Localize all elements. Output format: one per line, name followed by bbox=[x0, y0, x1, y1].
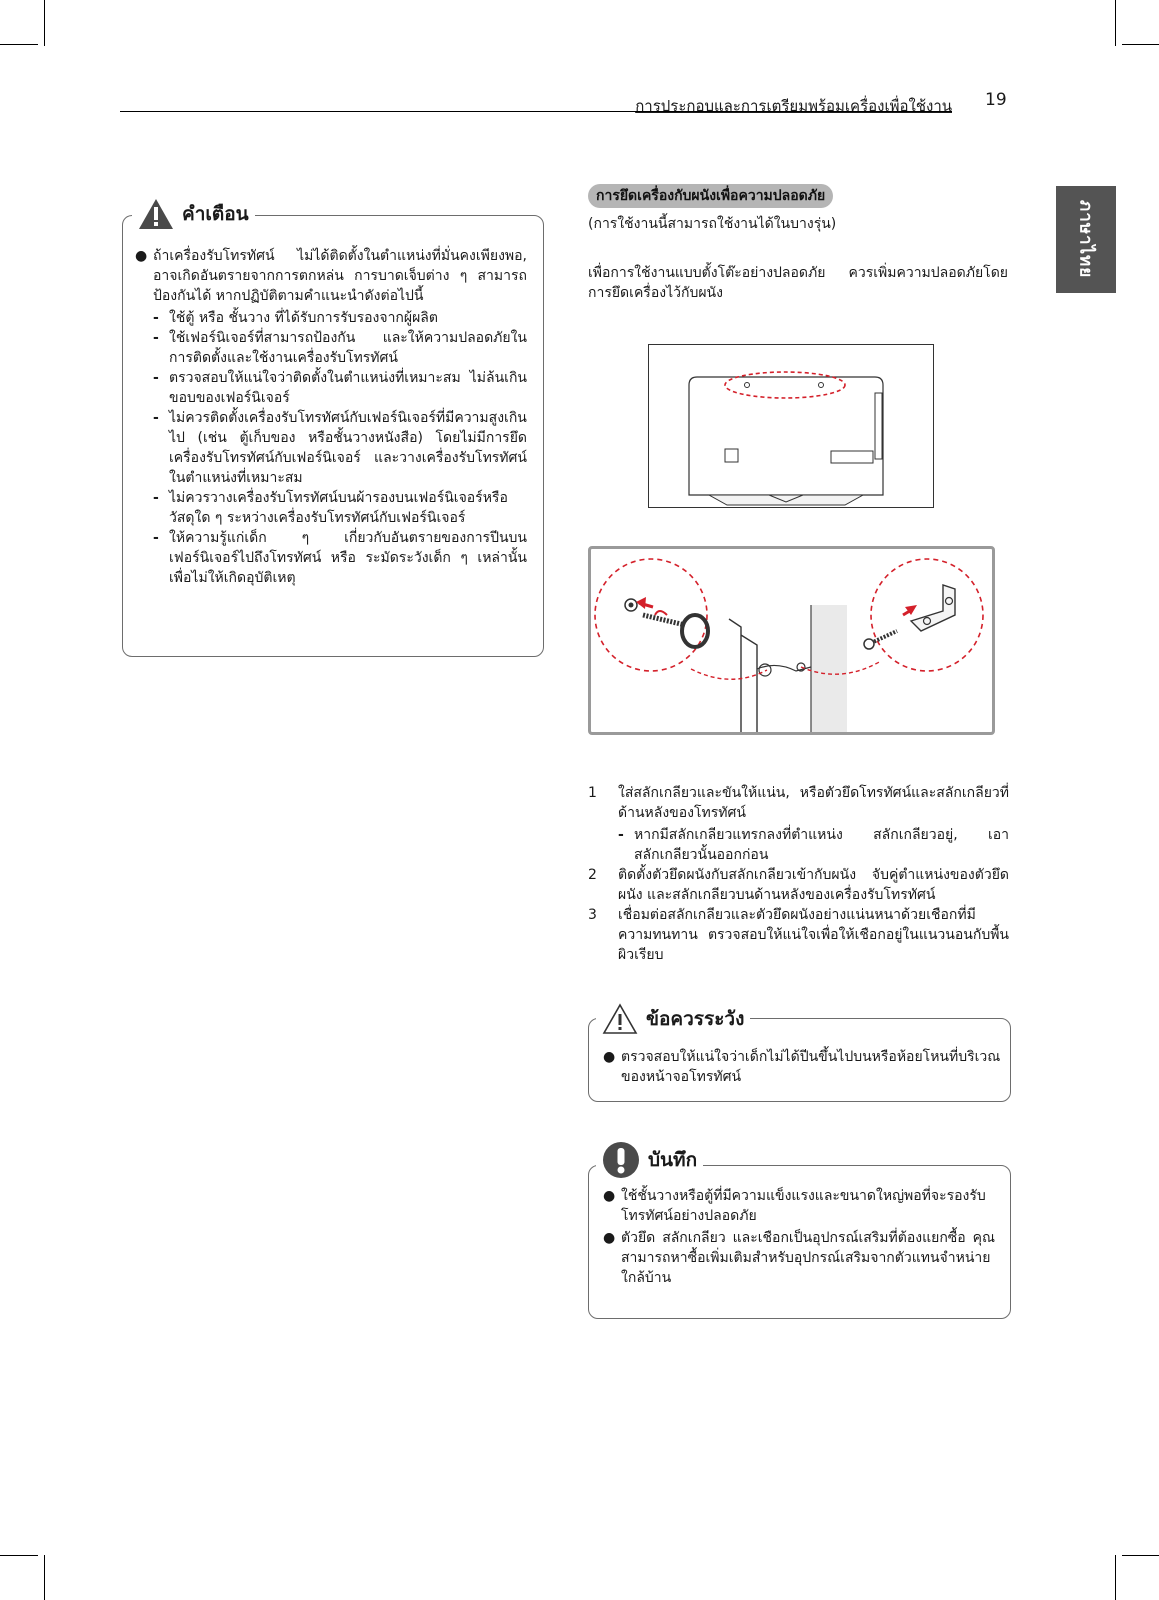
tv-back-illustration bbox=[649, 345, 933, 507]
section-note: (การใช้งานนี้สามารถใช้งานได้ในบางรุ่น) bbox=[588, 216, 837, 232]
step-sub-item: - หากมีสลักเกลียวแทรกลงที่ตำแหน่ง สลักเกลียวอยู่, เอาสลักเกลียวนั้นออกก่อน bbox=[618, 827, 1009, 863]
crop-mark bbox=[1115, 1555, 1116, 1600]
step-number: 3 bbox=[588, 907, 597, 923]
step-number: 1 bbox=[588, 785, 597, 801]
crop-mark bbox=[1122, 44, 1159, 45]
list-item: - ไม่ควรวางเครื่องรับโทรทัศน์บนผ้ารองบนเฟอร์นิเจอร์หรือวัสดุใด ๆ ระหว่างเครื่องรับโทรทัศน์กับเฟอร์นิเจอร์ bbox=[153, 490, 508, 526]
bullet-dot: ● bbox=[135, 248, 148, 264]
language-tab-label: ภาษาไทย bbox=[1075, 200, 1096, 279]
warning-sub-list bbox=[135, 308, 527, 588]
exclamation-circle-icon bbox=[602, 1141, 640, 1179]
list-item: - ตรวจสอบให้แน่ใจว่าติดตั้งในตำแหน่งที่เหมาะสม ไม่ล้นเกินขอบของเฟอร์นิเจอร์ bbox=[153, 370, 527, 406]
caution-title: ข้อควรระวัง bbox=[646, 1008, 745, 1030]
section-heading: การยึดเครื่องกับผนังเพื่อความปลอดภัย bbox=[588, 184, 833, 208]
warning-triangle-filled-icon bbox=[138, 198, 174, 230]
crop-mark bbox=[44, 1555, 45, 1600]
step-item bbox=[588, 905, 1009, 965]
warning-header bbox=[132, 196, 255, 232]
caution-triangle-outline-icon bbox=[602, 1003, 638, 1035]
crop-mark bbox=[0, 1555, 38, 1556]
tv-back-figure bbox=[648, 344, 934, 508]
list-item: - ใช้เฟอร์นิเจอร์ที่สามารถป้องกัน และให้ความปลอดภัยในการติดตั้งและใช้งานเครื่องรับโทรทัศน์ bbox=[153, 330, 527, 366]
section-intro: เพื่อการใช้งานแบบตั้งโต๊ะอย่างปลอดภัย ควรเพิ่มความปลอดภัยโดยการยึดเครื่องไว้กับผนัง bbox=[588, 265, 1008, 301]
crop-mark bbox=[1122, 1555, 1159, 1556]
page-number: 19 bbox=[985, 90, 1007, 110]
warning-title: คำเตือน bbox=[182, 203, 249, 225]
crop-mark bbox=[0, 44, 38, 45]
warning-list bbox=[135, 246, 527, 588]
running-header: การประกอบและการเตรียมพร้อมเครื่องเพื่อใช้งาน bbox=[635, 97, 952, 115]
note-title: บันทึก bbox=[648, 1149, 698, 1171]
wall-mount-illustration bbox=[591, 549, 992, 732]
step-text: ใส่สลักเกลียวและขันให้แน่น, หรือตัวยึดโทรทัศน์และสลักเกลียวที่ด้านหลังของโทรทัศน์ bbox=[618, 785, 1009, 821]
language-tab bbox=[1056, 186, 1116, 293]
note-box bbox=[588, 1165, 1011, 1319]
note-list bbox=[603, 1186, 995, 1288]
step-number: 2 bbox=[588, 867, 597, 883]
crop-mark bbox=[1115, 0, 1116, 46]
list-item: - ใช้ตู้ หรือ ชั้นวาง ที่ได้รับการรับรองจากผู้ผลิต bbox=[153, 310, 438, 326]
step-text: เชื่อมต่อสลักเกลียวและตัวยึดผนังอย่างแน่นหนาด้วยเชือกที่มีความทนทาน ตรวจสอบให้แน่ใจเพื่อให้เชือกอยู่ในแนวนอนกับพื้นผิวเรียบ bbox=[618, 907, 1009, 963]
list-item: ● ตัวยึด สลักเกลียว และเชือกเป็นอุปกรณ์เสริมที่ต้องแยกซื้อ คุณสามารถหาซื้อเพิ่มเติมสำหรับอุปกรณ์เสริมจากตัวแทนจำหน่ายใกล้บ้าน bbox=[603, 1230, 995, 1286]
crop-mark bbox=[44, 0, 45, 46]
step-item bbox=[588, 865, 1009, 905]
list-item: - ไม่ควรติดตั้งเครื่องรับโทรทัศน์กับเฟอร์นิเจอร์ที่มีความสูงเกินไป (เช่น ตู้เก็บของ หรือชั้นวางหนังสือ) โดยไม่มีการยึดเครื่องรับโทรทัศน์กับเฟอร์นิเจอร์ และวางเครื่องรับโทรทัศน์ในตำแหน่งที่เหมาะสม bbox=[153, 410, 527, 486]
list-item: - ให้ความรู้แก่เด็ก ๆ เกี่ยวกับอันตรายของการปีนบนเฟอร์นิเจอร์ไปถึงโทรทัศน์ หรือ ระมัดระวังเด็ก ๆ เหล่านั้นเพื่อไม่ให้เกิดอุบัติเหตุ bbox=[153, 530, 527, 586]
list-item: ● ใช้ชั้นวางหรือตู้ที่มีความแข็งแรงและขนาดใหญ่พอที่จะรองรับโทรทัศน์อย่างปลอดภัย bbox=[603, 1188, 986, 1224]
step-item bbox=[588, 783, 1009, 865]
note-header bbox=[596, 1140, 703, 1180]
steps-list bbox=[588, 783, 1009, 965]
warning-intro-text: ถ้าเครื่องรับโทรทัศน์ ไม่ได้ติดตั้งในตำแหน่งที่มั่นคงเพียงพอ, อาจเกิดอันตรายจากการตกหล่น การบาดเจ็บต่าง ๆ สามารถป้องกันได้ หากปฏิบัติตามคำแนะนำดังต่อไปนี้ bbox=[153, 248, 527, 304]
warning-box bbox=[122, 215, 544, 657]
step-text: ติดตั้งตัวยึดผนังกับสลักเกลียวเข้ากับผนัง จับคู่ตำแหน่งของตัวยึดผนัง และสลักเกลียวบนด้านหลังของเครื่องรับโทรทัศน์ bbox=[618, 867, 1009, 903]
caution-header bbox=[596, 1002, 750, 1036]
caution-bullet: ● ตรวจสอบให้แน่ใจว่าเด็กไม่ได้ปีนขึ้นไปบนหรือห้อยโหนที่บริเวณของหน้าจอโทรทัศน์ bbox=[603, 1049, 1001, 1085]
warning-bullet bbox=[135, 246, 527, 306]
wall-mount-figure bbox=[588, 546, 995, 735]
